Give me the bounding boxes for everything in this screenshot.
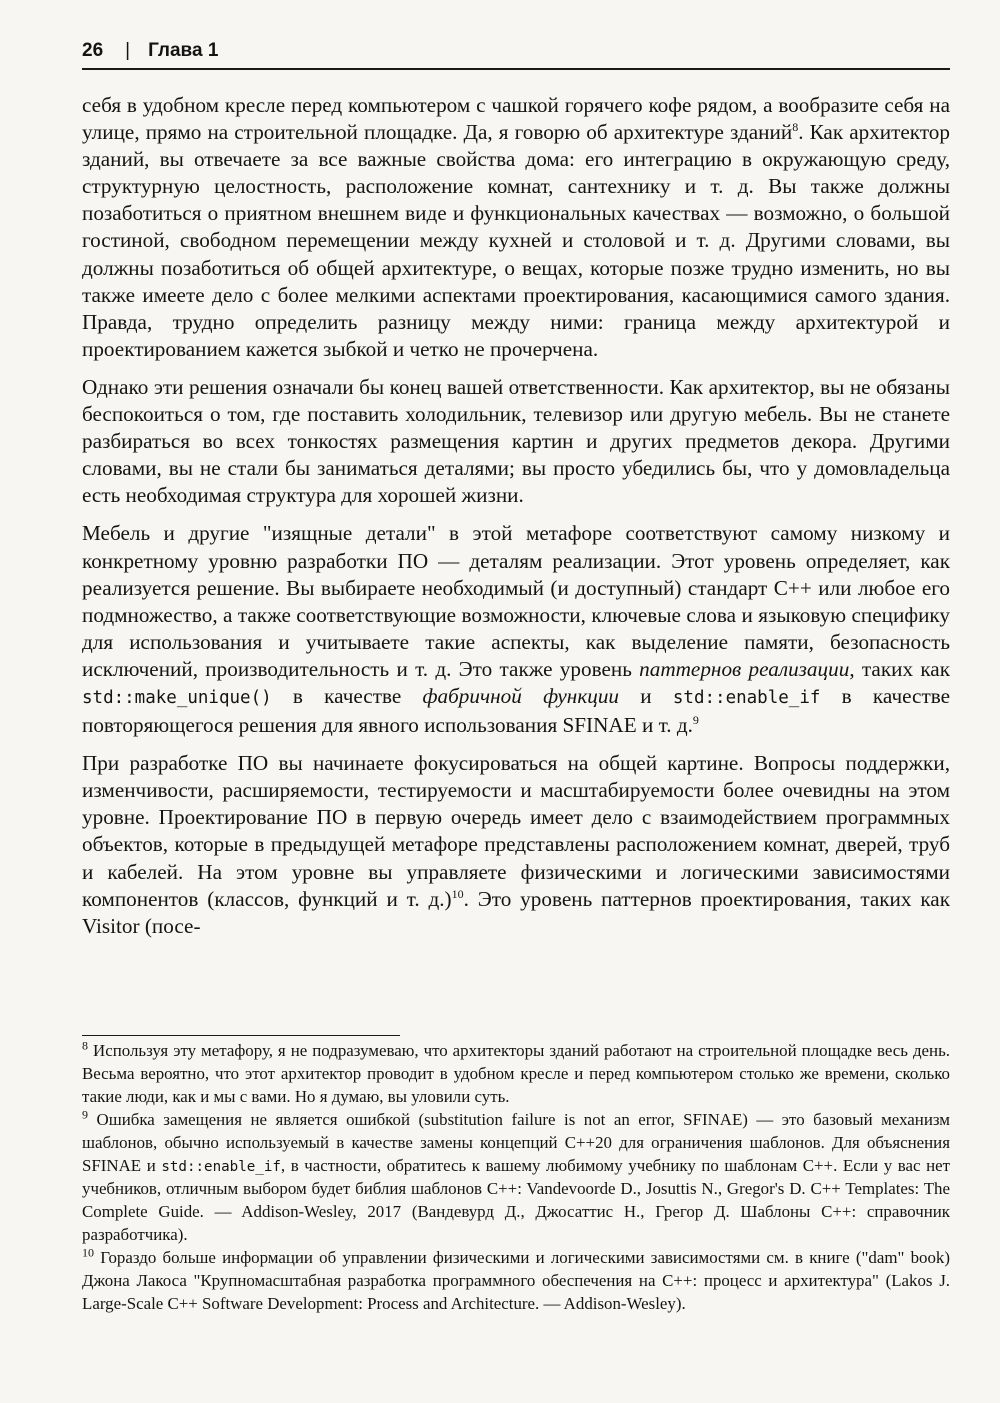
running-header: [82, 40, 950, 70]
footnote-8: $^8$ Используя эту метафору, я не подразумеваю, что архитекторы зданий работают на строительной площадке весь день. Весьма вероятно, что этот архитектор проводит в удобном кресле и перед компьютером столько же времени, сколько такие люди, как и мы с вами. Но я думаю, вы уловили суть.: [82, 1038, 950, 1106]
header-separator: |: [125, 40, 131, 61]
code-make-unique: std::make_unique(): [82, 687, 272, 708]
main-text: [82, 92, 950, 951]
term-factory-function: фабричной функции: [422, 683, 620, 708]
paragraph-3: Мебель и другие "изящные детали" в этой метафоре соответствуют самому низкому и конкретному уровню разработки ПО — деталям реализации. Этот уровень определяет, как реализуется решение. Вы выбираете необходимый (и доступный) стандарт C++ или любое его подмножество, а также соответствующие возможности, ключевые слова и языковую специфику для использования и учитываете такие аспекты, как выделение памяти, безопасность исключений, производительность и т. д. Это также уровень паттернов реализации, таких как std::make_unique() в качестве фабричной функции и std::enable_if в качестве повторяющегося решения для явного использования SFINAE и т. д.$^9$: [82, 521, 950, 738]
chapter-title: Глава 1: [148, 40, 219, 61]
term-implementation-patterns: паттернов реализации: [639, 656, 850, 681]
footnote-divider: [82, 1035, 400, 1036]
paragraph-4: При разработке ПО вы начинаете фокусироваться на общей картине. Вопросы поддержки, изменчивости, расширяемости, тестируемости и масштабируемости более очевидны на этом уровне. Проектирование ПО в первую очередь имеет дело с взаимодействием программных объектов, которые в предыдущей метафоре представлены расположением комнат, дверей, труб и кабелей. На этом уровне вы управляете физическими и логическими зависимостями компонентов (классов, функций и т. д.)$^{10}$. Это уровень паттернов проектирования, таких как Visitor (посе-: [82, 751, 950, 938]
footnotes: [82, 1040, 950, 1316]
footnote-ref-9: 9: [692, 713, 699, 727]
paragraph-2: Однако эти решения означали бы конец вашей ответственности. Как архитектор, вы не обязаны беспокоиться о том, где поставить холодильник, телевизор или другую мебель. Вы не станете разбираться во всех тонкостях размещения картин и других предметов декора. Другими словами, вы не стали бы заниматься деталями; вы просто убедились бы, что у домовладельца есть необходимая структура для хорошей жизни.: [82, 374, 950, 508]
code-enable-if: std::enable_if: [672, 687, 821, 708]
footnote-10: $^{10}$ Гораздо больше информации об управлении физическими и логическими зависимостями см. в книге ("dam" book) Джона Лакоса "Крупномасштабная разработка программного обеспечения на C++: процесс и архитектура" (Lakos J. Large-Scale C++ Software Development: Process and Architecture. — Addison-Wesley).: [82, 1245, 950, 1313]
footnote-code-enable-if: std::enable_if: [161, 1158, 281, 1175]
footnote-9: $^9$ Ошибка замещения не является ошибкой (substitution failure is not an error, SFINAE) — это базовый механизм шаблонов, обычно используемый в качестве замены концепций C++20 для ограничения шаблонов. Для объяснения SFINAE и std::enable_if, в частности, обратитесь к вашему любимому учебнику по шаблонам C++. Если у вас нет учебников, отличным выбором будет библия шаблонов C++: Vandevoorde D., Josuttis N., Gregor's D. C++ Templates: The Complete Guide. — Addison-Wesley, 2017 (Вандевурд Д., Джосаттис Н., Грегор Д. Шаблоны C++: справочник разработчика).: [82, 1107, 950, 1245]
footnote-ref-8: 8: [792, 120, 799, 135]
page-number: 26: [82, 40, 104, 61]
paragraph-1: себя в удобном кресле перед компьютером с чашкой горячего кофе рядом, а вообразите себя на улице, прямо на строительной площадке. Да, я говорю об архитектуре зданий$^8$. Как архитектор зданий, вы отвечаете за все важные свойства дома: его интеграцию в окружающую среду, структурную целостность, расположение комнат, сантехнику и т. д. Вы также должны позаботиться о приятном внешнем виде и функциональных качествах — возможно, о большой гостиной, свободном перемещении между кухней и столовой и т. д. Другими словами, вы должны позаботиться об общей архитектуре, о вещах, которые позже трудно изменить, но вы также имеете дело с более мелкими аспектами проектирования, касающимися самого здания. Правда, трудно определить разницу между ними: граница между архитектурой и проектированием кажется зыбкой и четко не прочерчена.: [82, 93, 950, 361]
footnote-ref-10: 10: [451, 886, 464, 901]
